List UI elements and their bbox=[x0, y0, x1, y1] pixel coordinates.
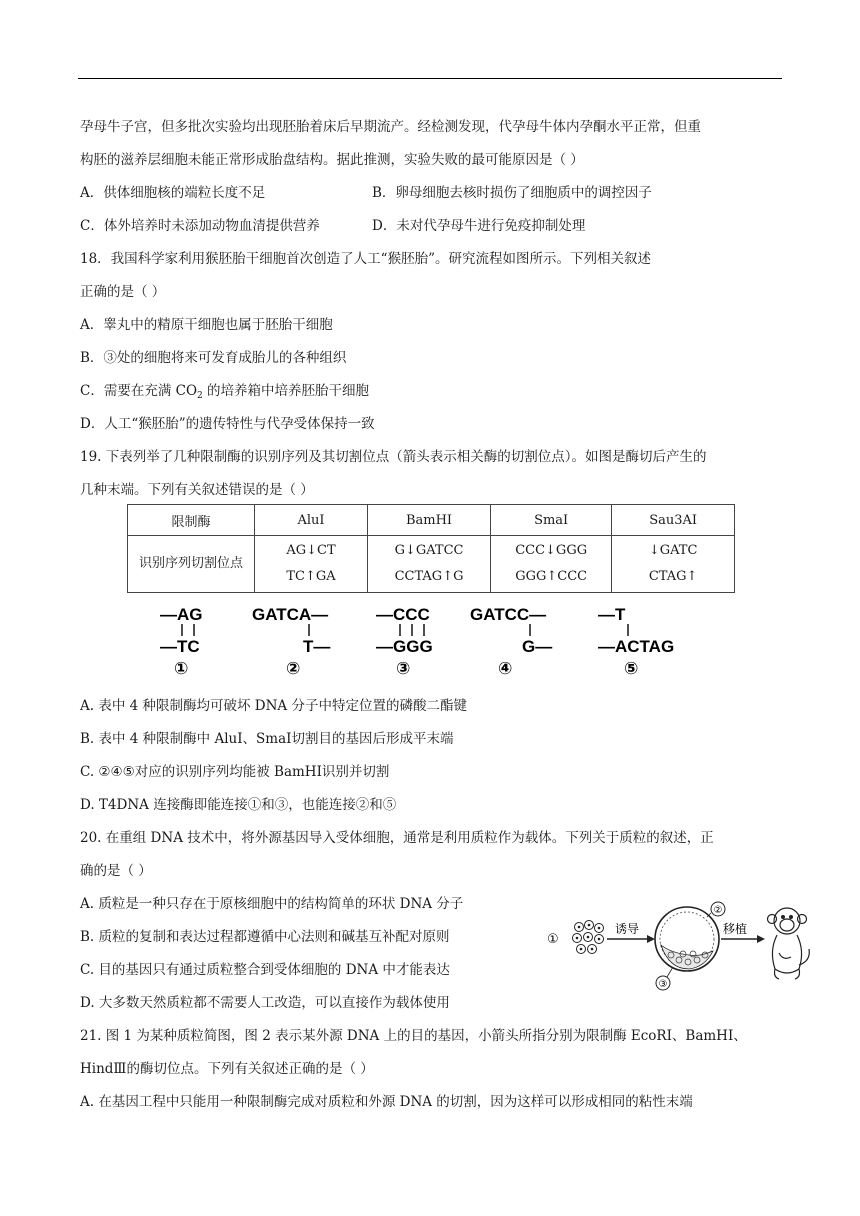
arrowhead-icon bbox=[757, 935, 765, 943]
q20-option-a: A. 质粒是一种只存在于原核细胞中的结构简单的环状 DNA 分子 bbox=[80, 896, 464, 912]
q18-stem-line2: 正确的是（ ） bbox=[80, 284, 166, 300]
q17-option-a: A．供体细胞核的端粒长度不足 bbox=[80, 185, 266, 201]
q20-option-b: B. 质粒的复制和表达过程都遵循中心法则和碱基互补配对原则 bbox=[80, 929, 450, 945]
end2-top: GATCA— bbox=[252, 605, 329, 624]
q18-stem-line1: 18．我国科学家利用猴胚胎干细胞首次创造了人工“猴胚胎”。研究流程如图所示。下列相关叙述 bbox=[80, 251, 651, 267]
label-2: ② bbox=[713, 905, 723, 916]
q17-option-b: B．卵母细胞去核时损伤了细胞质中的调控因子 bbox=[372, 185, 652, 201]
header-rule bbox=[78, 78, 782, 79]
q19-option-b: B. 表中 4 种限制酶中 AluⅠ、SmaⅠ切割目的基因后形成平末端 bbox=[80, 731, 454, 747]
q20-stem-line2: 确的是（ ） bbox=[80, 863, 152, 879]
end5-top: —T bbox=[598, 605, 626, 624]
q19-option-c: C. ②④⑤对应的识别序列均能被 BamHⅠ识别并切割 bbox=[80, 764, 390, 780]
q20-option-c: C. 目的基因只有通过质粒整合到受体细胞的 DNA 中才能表达 bbox=[80, 962, 450, 978]
q18-option-d: D．人工“猴胚胎”的遗传特性与代孕受体保持一致 bbox=[80, 416, 375, 432]
table-header-cell: Sau3AⅠ bbox=[612, 505, 735, 536]
end5-number: ⑤ bbox=[624, 659, 639, 678]
end3-number: ③ bbox=[396, 659, 411, 678]
q19-stem-line2: 几种末端。下列有关叙述错误的是（ ） bbox=[80, 482, 314, 498]
q17-option-c: C．体外培养时未添加动物血清提供营养 bbox=[80, 218, 320, 234]
table-row bbox=[128, 536, 735, 593]
table-header-cell: BamHⅠ bbox=[367, 505, 490, 536]
end4-bottom: G— bbox=[522, 637, 553, 656]
q21-stem-line2: HindⅢ的酶切位点。下列有关叙述正确的是（ ） bbox=[80, 1061, 374, 1077]
monkey-embryo-flow-figure bbox=[543, 895, 813, 999]
q21-option-a: A. 在基因工程中只能用一种限制酶完成对质粒和外源 DNA 的切割，因为这样可以形成相同的粘性末端 bbox=[80, 1094, 693, 1110]
end3-top: —CCC bbox=[376, 605, 430, 624]
table-cell: AG↓CT TC↑GA bbox=[255, 536, 368, 593]
end4-number: ④ bbox=[498, 659, 513, 678]
end2-bottom: T— bbox=[303, 637, 331, 656]
monkey-icon bbox=[768, 908, 810, 979]
label-transplant: 移植 bbox=[723, 922, 748, 936]
q18-option-c: C．需要在充满 $CO_2$ 的培养箱中培养胚胎干细胞 bbox=[80, 383, 370, 401]
q19-option-a: A. 表中 4 种限制酶均可破坏 DNA 分子中特定位置的磷酸二酯键 bbox=[80, 698, 467, 714]
q20-option-d: D. 大多数天然质粒都不需要人工改造，可以直接作为载体使用 bbox=[80, 995, 450, 1011]
q17-option-d: D．未对代孕母牛进行免疫抑制处理 bbox=[372, 218, 586, 234]
label-1: ① bbox=[547, 932, 559, 947]
arrowhead-icon bbox=[647, 935, 655, 943]
label-3: ③ bbox=[658, 979, 668, 990]
q18-option-b: B．③处的细胞将来可发育成胎儿的各种组织 bbox=[80, 350, 347, 366]
q17-stem-line2: 构胚的滋养层细胞未能正常形成胎盘结构。据此推测，实验失败的最可能原因是（ ） bbox=[80, 152, 584, 168]
q18-option-a: A．睾丸中的精原干细胞也属于胚胎干细胞 bbox=[80, 317, 333, 333]
end1-bottom: —TC bbox=[160, 637, 200, 656]
table-header-row bbox=[128, 505, 735, 536]
sticky-ends-figure bbox=[160, 600, 720, 684]
q21-stem-line1: 21. 图 1 为某种质粒简图，图 2 表示某外源 DNA 上的目的基因，小箭头所指分别为限制酶 EcoRⅠ、BamHⅠ、 bbox=[80, 1028, 747, 1044]
table-header-cell: 限制酶 bbox=[128, 505, 255, 536]
q17-stem-line1: 孕母牛子宫，但多批次实验均出现胚胎着床后早期流产。经检测发现，代孕母牛体内孕酮水平正常，但重 bbox=[80, 119, 701, 135]
end3-bottom: —GGG bbox=[376, 637, 433, 656]
end1-top: —AG bbox=[160, 605, 203, 624]
q19-stem-line1: 19. 下表列举了几种限制酶的识别序列及其切割位点（箭头表示相关酶的切割位点）。如图是酶切后产生的 bbox=[80, 449, 707, 465]
label-induce: 诱导 bbox=[615, 922, 640, 936]
end1-number: ① bbox=[174, 659, 189, 678]
table-header-cell: AluⅠ bbox=[255, 505, 368, 536]
enzyme-table bbox=[127, 504, 735, 593]
end2-number: ② bbox=[286, 659, 301, 678]
table-cell: ↓GATC CTAG↑ bbox=[612, 536, 735, 593]
table-cell: G↓GATCC CCTAG↑G bbox=[367, 536, 490, 593]
table-cell: CCC↓GGG GGG↑CCC bbox=[491, 536, 612, 593]
end4-top: GATCC— bbox=[470, 605, 547, 624]
q19-option-d: D. T4DNA 连接酶即能连接①和③，也能连接②和⑤ bbox=[80, 797, 397, 813]
table-header-cell: SmaⅠ bbox=[491, 505, 612, 536]
q20-stem-line1: 20. 在重组 DNA 技术中，将外源基因导入受体细胞，通常是利用质粒作为载体。下列关于质粒的叙述，正 bbox=[80, 830, 714, 846]
end5-bottom: —ACTAG bbox=[598, 637, 675, 656]
table-row-label: 识别序列切割位点 bbox=[128, 536, 255, 593]
